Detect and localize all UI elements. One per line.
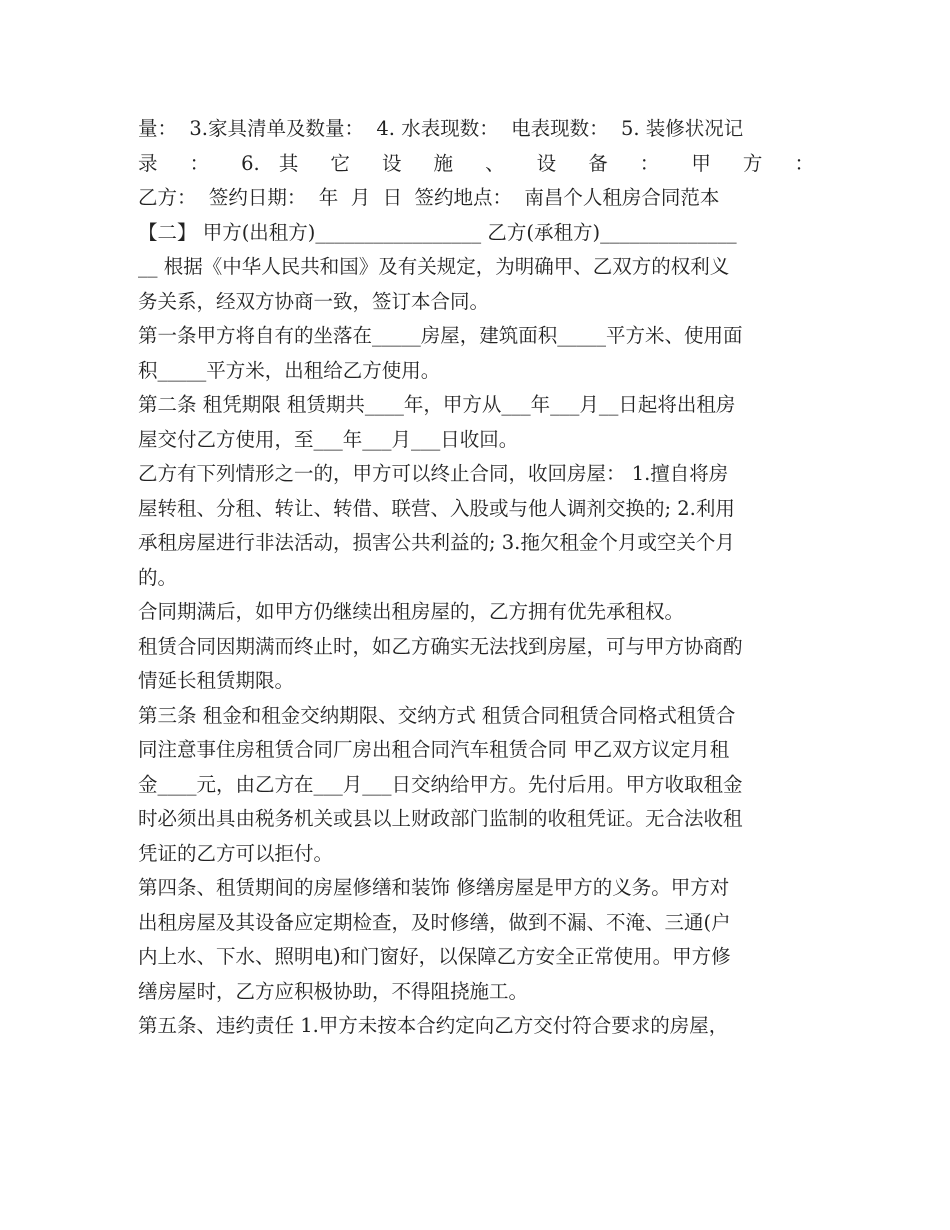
text-line: 量： 3.家具清单及数量： 4. 水表现数： 电表现数： 5. 装修状况记 xyxy=(138,117,744,140)
text-line: 出租房屋及其设备应定期检查，及时修缮，做到不漏、不淹、三通(户 xyxy=(138,910,731,934)
text-line: 第三条 租金和租金交纳期限、交纳方式 租赁合同租赁合同格式租赁合 xyxy=(138,703,736,727)
text-line: 乙方： 签约日期： 年 月 日 签约地点： 南昌个人租房合同范本 xyxy=(138,186,720,209)
text-line: 第五条、违约责任 1.甲方未按本合约定向乙方交付符合要求的房屋， xyxy=(138,1014,729,1037)
text-line: 金____元，由乙方在___月___日交纳给甲方。先付后用。甲方收取租金 xyxy=(138,772,743,796)
text-line: 承租房屋进行非法活动，损害公共利益的; 3.拖欠租金个月或空关个月 xyxy=(138,531,735,554)
text-line: 同注意事住房租赁合同厂房出租合同汽车租赁合同 甲乙双方议定月租 xyxy=(138,738,730,761)
text-line: 积_____平方米，出租给乙方使用。 xyxy=(138,358,441,382)
text-line: 乙方有下列情形之一的，甲方可以终止合同，收回房屋： 1.擅自将房 xyxy=(138,462,729,485)
text-line: 【二】 甲方(出租方)_________________ 乙方(承租方)______________ xyxy=(138,220,737,244)
text-line: 情延长租赁期限。 xyxy=(138,669,295,692)
text-line: 屋交付乙方使用，至___年___月___日收回。 xyxy=(138,427,519,451)
text-line: 缮房屋时，乙方应积极协助，不得阻挠施工。 xyxy=(138,979,529,1003)
text-line: 租赁合同因期满而终止时，如乙方确实无法找到房屋，可与甲方协商酌 xyxy=(138,634,743,658)
text-line: 第二条 租凭期限 租赁期共____年，甲方从___年___月__日起将出租房 xyxy=(138,393,736,416)
text-line: 屋转租、分租、转让、转借、联营、入股或与他人调剂交换的; 2.利用 xyxy=(138,496,735,520)
text-line: 第四条、租赁期间的房屋修缮和装饰 修缮房屋是甲方的义务。甲方对 xyxy=(138,876,730,899)
contract-text xyxy=(138,112,814,1044)
text-line: 凭证的乙方可以拒付。 xyxy=(138,841,334,865)
text-line: __ 根据《中华人民共和国》及有关规定，为明确甲、乙双方的权利义 xyxy=(138,255,730,278)
text-line: 录 ： 6. 其 它 设 施 、 设 备 ： 甲 方 ： xyxy=(138,151,814,175)
text-line: 的。 xyxy=(138,565,178,589)
text-line: 第一条甲方将自有的坐落在_____房屋，建筑面积_____平方米、使用面 xyxy=(138,324,743,347)
text-line: 务关系，经双方协商一致，签订本合同。 xyxy=(138,289,490,313)
text-line: 时必须出具由税务机关或县以上财政部门监制的收租凭证。无合法收租 xyxy=(138,807,743,830)
text-line: 内上水、下水、照明电)和门窗好，以保障乙方安全正常使用。甲方修 xyxy=(138,945,731,968)
text-line: 合同期满后，如甲方仍继续出租房屋的，乙方拥有优先承租权。 xyxy=(138,600,685,623)
